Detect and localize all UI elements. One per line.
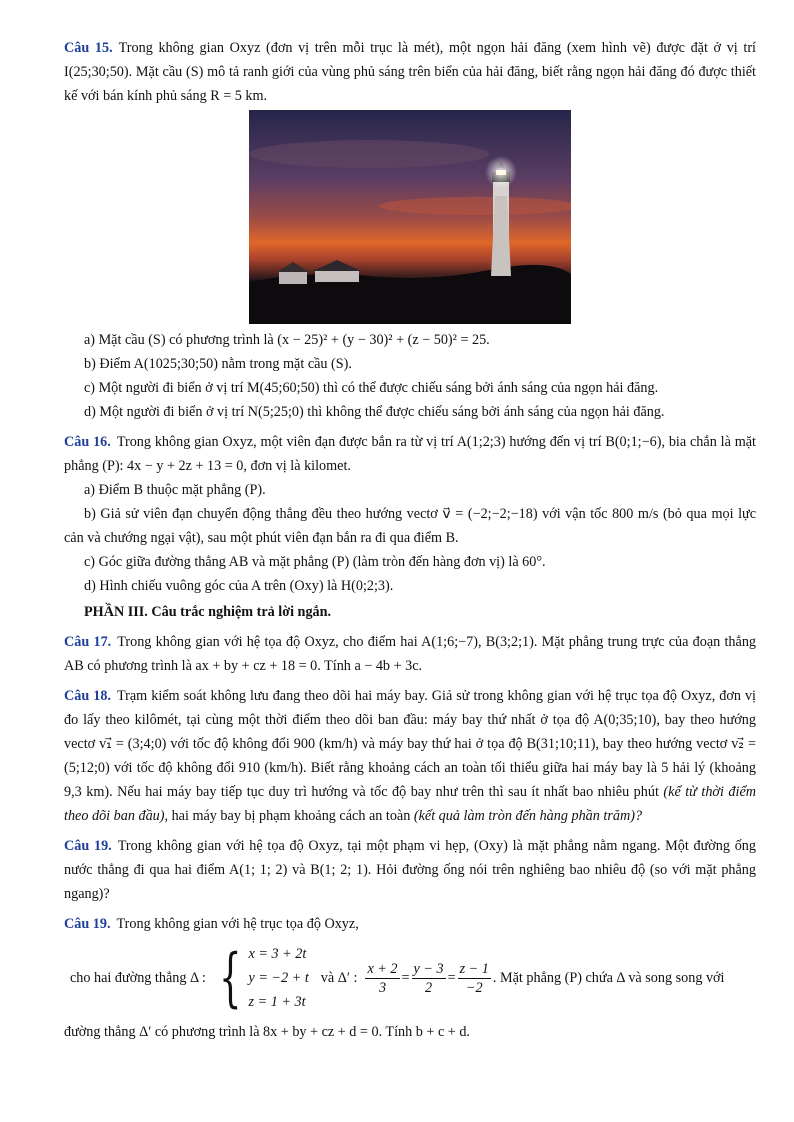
question-stem: Trong không gian Oxyz, một viên đạn được bắn ra từ vị trí A(1;2;3) hướng đến vị trí B(0;1;−6), bia chắn là mặt phẳng (P): 4x − y + 2z + 13 = 0, đơn vị là kilomet. (64, 434, 756, 474)
line-delta-prime-label: và Δ′ : (320, 969, 358, 986)
question-label: Câu 16. (64, 434, 111, 450)
brace-icon: { (218, 941, 242, 1015)
q15-statement-a: a) Mặt cầu (S) có phương trình là (x − 25)² + (y − 30)² + (z − 50)² = 25. (84, 332, 490, 348)
question-intro: Trong không gian với hệ trục tọa độ Oxyz, (116, 916, 359, 932)
fraction-numerator: y − 3 (413, 960, 444, 977)
question-stem: Trạm kiểm soát không lưu đang theo dõi hai máy bay. Giả sử trong không gian với hệ trục tọa độ Oxyz, đơn vị đo lấy theo kilômét, tại cùng một thời điểm theo dõi ban đầu: máy bay thứ nhất ở tọa độ A(0;35;10), bay theo hướng vectơ v₁⃗ = (3;4;0) với tốc độ không đổi 900 (km/h) và máy bay thứ hai ở tọa độ B(31;10;11), bay theo hướng vectơ v₂⃗ = (5;12;0) với tốc độ không đổi 910 (km/h). Biết rằng khoảng cách an toàn tối thiểu giữa hai máy bay là 5 hải lý (khoảng 9,3 km). Nếu hai máy bay tiếp tục duy trì hướng và tốc độ bay như trên thì sau ít nhất bao nhiêu phút (64, 688, 756, 800)
question-19-second (64, 912, 756, 936)
italic-note: (kể từ thời điểm theo dõi ban đầu) (64, 784, 757, 824)
fraction-numerator: x + 2 (367, 960, 398, 977)
fraction-denominator: 2 (425, 979, 433, 996)
section-heading: PHẦN III. Câu trắc nghiệm trả lời ngắn. (84, 604, 332, 620)
system-line: x = 3 + 2t (248, 946, 307, 962)
line-equations: cho hai đường thẳng Δ : { x = 3 + 2t y = −2 + t z = 1 + 3t và Δ′ : $\frac{x + 2}{3}$ = $\frac{y - 3}{2}$ = $\frac{z - 1}{-2}$ . Mặt phẳng (P) chứa Δ và song song với (70, 941, 725, 1015)
question-17 (64, 630, 756, 678)
question-stem: Trong không gian Oxyz (đơn vị trên mỗi trục là mét), một ngọn hải đăng (xem hình vẽ) được đặt ở vị trí I(25;30;50). Mặt cầu (S) mô tả ranh giới của vùng phủ sáng trên biển của hải đăng, biết rằng ngọn hải đăng đó được thiết kế với bán kính phủ sáng R = 5 km. (64, 40, 756, 104)
question-19 (64, 834, 756, 906)
question-15 (64, 36, 756, 108)
q15-statement-d: d) Một người đi biển ở vị trí N(5;25;0) thì không thể được chiếu sáng bởi ánh sáng của ngọn hải đăng. (84, 404, 665, 420)
q16-statement-d: d) Hình chiếu vuông góc của A trên (Oxy) là H(0;2;3). (84, 578, 394, 594)
line-delta-label: cho hai đường thẳng Δ : (70, 969, 206, 986)
q16-statement-b: b) Giả sử viên đạn chuyển động thẳng đều theo hướng vectơ v⃗ = (−2;−2;−18) với vận tốc 800 m/s (bỏ qua mọi lực cản và chướng ngại vật), sau một phút viên đạn bắn ra đi qua điểm B. (64, 506, 756, 546)
italic-note: (kết quả làm tròn đến hàng phần trăm)? (413, 808, 643, 824)
fraction (365, 960, 399, 997)
system-line: y = −2 + t (248, 970, 309, 986)
question-18 (64, 684, 756, 828)
question-stem: . Mặt phẳng (P) chứa Δ và song song với (492, 969, 725, 986)
q15-statement-c: c) Một người đi biển ở vị trí M(45;60;50) thì có thể được chiếu sáng bởi ánh sáng của ngọn hải đăng. (84, 380, 659, 396)
question-label: Câu 15. (64, 40, 113, 56)
fraction (412, 960, 446, 997)
fraction-numerator: z − 1 (459, 960, 489, 977)
q15-statement-b: b) Điểm A(1025;30;50) nằm trong mặt cầu (S). (84, 356, 352, 372)
fraction (458, 960, 491, 997)
question-stem: Trong không gian với hệ tọa độ Oxyz, cho điểm hai A(1;6;−7), B(3;2;1). Mặt phẳng trung trực của đoạn thẳng AB có phương trình là ax + by + cz + 18 = 0. Tính a − 4b + 3c. (64, 634, 757, 674)
question-label: Câu 19. (64, 838, 112, 854)
lighthouse-figure (64, 110, 756, 324)
fraction-denominator: 3 (378, 979, 387, 996)
lighthouse-image (249, 110, 571, 324)
system-line: z = 1 + 3t (248, 994, 306, 1010)
question-19-tail: đường thẳng Δ′ có phương trình là 8x + by + cz + d = 0. Tính b + c + d. (64, 1024, 470, 1040)
question-label: Câu 19. (64, 916, 111, 932)
parametric-system (210, 942, 309, 1014)
question-16 (64, 430, 756, 478)
question-label: Câu 17. (64, 634, 112, 650)
document-page (64, 36, 756, 1044)
fraction-denominator: −2 (465, 979, 483, 996)
q16-statement-c: c) Góc giữa đường thẳng AB và mặt phẳng (P) (làm tròn đến hàng đơn vị) là 60°. (84, 554, 546, 570)
question-stem-mid: , hai máy bay bị phạm khoảng cách an toàn (164, 808, 411, 824)
question-label: Câu 18. (64, 688, 111, 704)
q16-statement-a: a) Điểm B thuộc mặt phẳng (P). (84, 482, 266, 498)
question-stem: Trong không gian với hệ tọa độ Oxyz, tại một phạm vi hẹp, (Oxy) là mặt phẳng nằm ngang. Một đường ống nước thẳng đi qua hai điểm A(1; 1; 2) và B(1; 2; 1). Hỏi đường ống nói trên nghiêng bao nhiêu độ (so với mặt phẳng ngang)? (64, 838, 756, 902)
